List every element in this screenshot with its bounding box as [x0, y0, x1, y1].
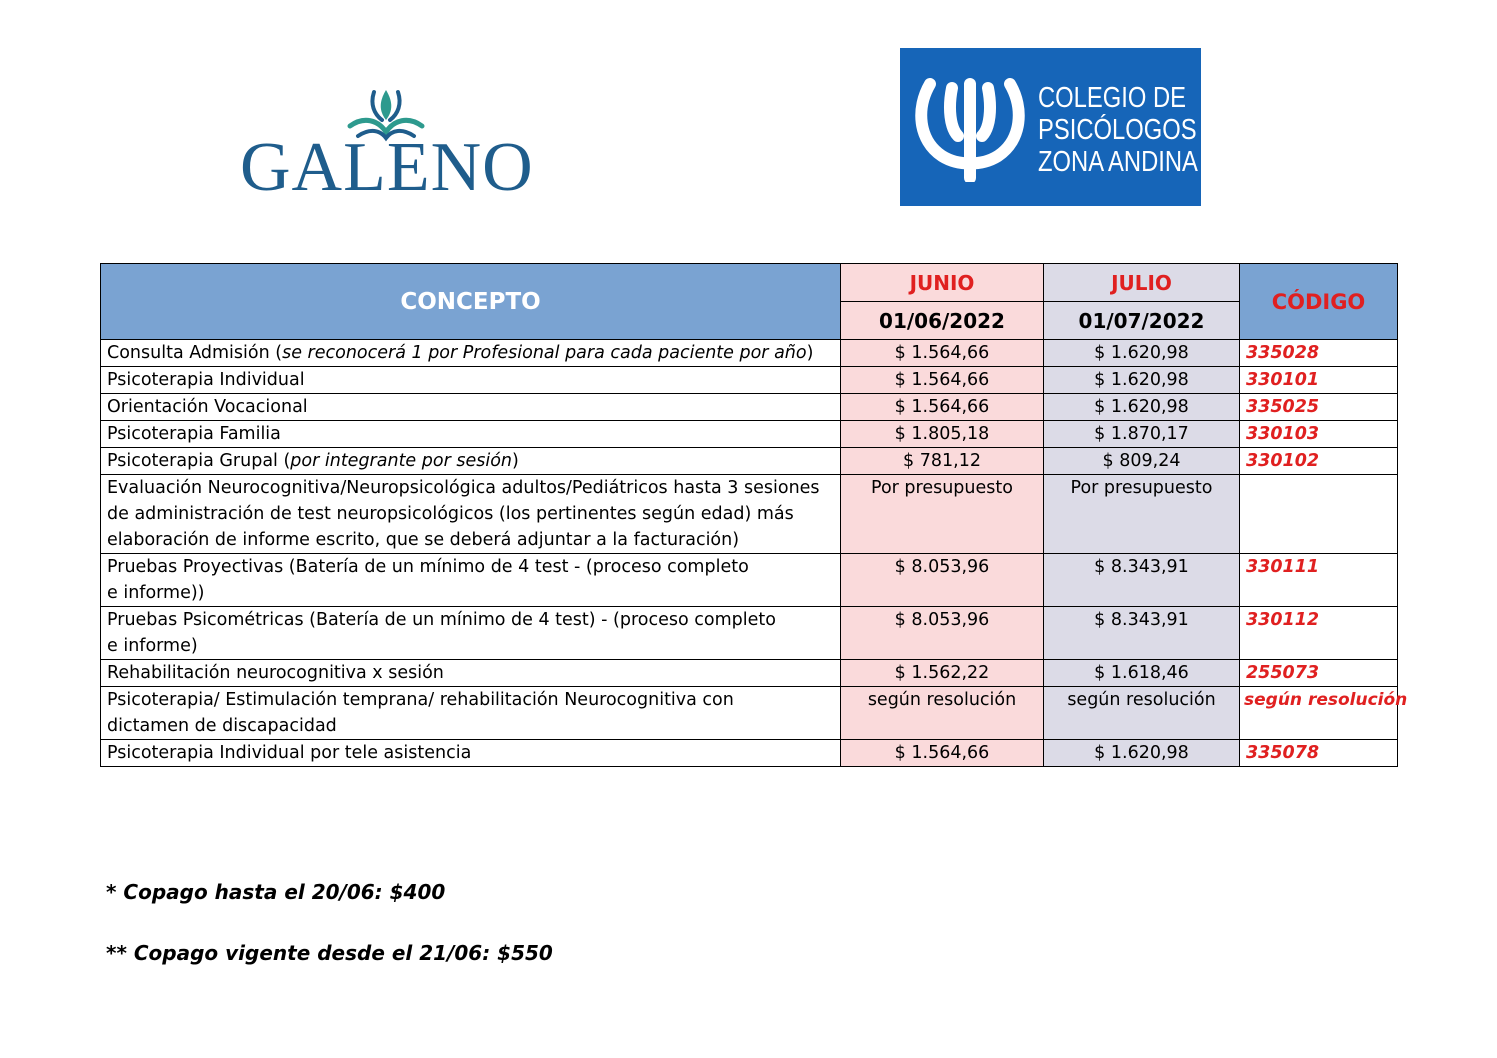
june-price: $ 1.562,22: [841, 660, 1044, 687]
code-cell: 330102: [1240, 448, 1398, 475]
june-price: $ 8.053,96: [841, 607, 1044, 660]
june-price: $ 1.805,18: [841, 421, 1044, 448]
concept-note: se reconocerá 1 por Profesional para cada paciente por año: [282, 343, 807, 363]
june-date-header: 01/06/2022: [841, 302, 1044, 340]
july-price: $ 809,24: [1044, 448, 1240, 475]
table-row: [101, 448, 1398, 475]
copay-note-2: ** Copago vigente desde el 21/06: $550: [106, 941, 553, 965]
concept-cell: [101, 340, 841, 367]
colegio-name: [1038, 82, 1233, 178]
code-cell: según resolución: [1240, 687, 1398, 740]
table-row: [101, 740, 1398, 767]
june-price: $ 1.564,66: [841, 740, 1044, 767]
june-price: $ 1.564,66: [841, 394, 1044, 421]
code-cell: 330103: [1240, 421, 1398, 448]
colegio-line-1: COLEGIO DE: [1038, 82, 1187, 114]
concept-cell: Rehabilitación neurocognitiva x sesión: [101, 660, 841, 687]
concept-cell: Psicoterapia Individual por tele asistencia: [101, 740, 841, 767]
july-price: $ 1.620,98: [1044, 740, 1240, 767]
table-row: [101, 367, 1398, 394]
psi-symbol-icon: [912, 78, 1028, 182]
concept-note: por integrante por sesión: [290, 451, 512, 471]
june-price: $ 1.564,66: [841, 340, 1044, 367]
june-price: $ 1.564,66: [841, 367, 1044, 394]
table-row: [101, 475, 1398, 554]
july-price: $ 1.870,17: [1044, 421, 1240, 448]
colegio-line-3: ZONA ANDINA: [1038, 146, 1198, 178]
july-price: $ 8.343,91: [1044, 554, 1240, 607]
june-price: $ 8.053,96: [841, 554, 1044, 607]
concept-cell: Pruebas Psicométricas (Batería de un mínimo de 4 test) - (proceso completo e informe): [101, 607, 841, 660]
july-header: JULIO: [1044, 264, 1240, 302]
code-cell: 330101: [1240, 367, 1398, 394]
july-price: $ 1.620,98: [1044, 367, 1240, 394]
table-row: [101, 687, 1398, 740]
concept-cell: Pruebas Proyectivas (Batería de un mínimo de 4 test - (proceso completo e informe)): [101, 554, 841, 607]
june-price: Por presupuesto: [841, 475, 1044, 554]
table-row: [101, 421, 1398, 448]
concept-cell: Orientación Vocacional: [101, 394, 841, 421]
concept-text: Psicoterapia Grupal (: [107, 451, 291, 471]
code-cell: 335025: [1240, 394, 1398, 421]
june-price: según resolución: [841, 687, 1044, 740]
concept-cell: Psicoterapia Familia: [101, 421, 841, 448]
table-row: [101, 340, 1398, 367]
table-row: [101, 554, 1398, 607]
concept-header: CONCEPTO: [101, 264, 841, 340]
colegio-logo: [900, 48, 1201, 206]
concept-cell: [101, 448, 841, 475]
concept-tail: ): [512, 451, 519, 471]
code-cell: 255073: [1240, 660, 1398, 687]
code-header: CÓDIGO: [1240, 264, 1398, 340]
july-date-header: 01/07/2022: [1044, 302, 1240, 340]
july-price: Por presupuesto: [1044, 475, 1240, 554]
colegio-line-2: PSICÓLOGOS: [1038, 114, 1197, 146]
price-table: [100, 263, 1408, 767]
july-price: $ 1.620,98: [1044, 394, 1240, 421]
copay-note-1: * Copago hasta el 20/06: $400: [106, 880, 446, 904]
july-price: $ 1.618,46: [1044, 660, 1240, 687]
concept-cell: Psicoterapia/ Estimulación temprana/ rehabilitación Neurocognitiva con dictamen de discapacidad: [101, 687, 841, 740]
concept-tail: ): [806, 343, 814, 363]
july-price: según resolución: [1044, 687, 1240, 740]
concept-text: Consulta Admisión (: [107, 343, 283, 363]
table-row: [101, 607, 1398, 660]
table-row: [101, 394, 1398, 421]
table-row: [101, 660, 1398, 687]
galeno-logo: [240, 86, 532, 208]
code-cell: 330111: [1240, 554, 1398, 607]
concept-cell: Evaluación Neurocognitiva/Neuropsicológica adultos/Pediátricos hasta 3 sesiones de administración de test neuropsicológicos (los pertinentes según edad) más elaboración de informe escrito, que se deberá adjuntar a la facturación): [101, 475, 841, 554]
galeno-wordmark: GALENO: [240, 129, 534, 206]
july-price: $ 1.620,98: [1044, 340, 1240, 367]
concept-cell: Psicoterapia Individual: [101, 367, 841, 394]
code-cell: 335078: [1240, 740, 1398, 767]
code-cell: [1240, 475, 1398, 554]
code-cell: 330112: [1240, 607, 1398, 660]
code-cell: 335028: [1240, 340, 1398, 367]
june-header: JUNIO: [841, 264, 1044, 302]
june-price: $ 781,12: [841, 448, 1044, 475]
july-price: $ 8.343,91: [1044, 607, 1240, 660]
